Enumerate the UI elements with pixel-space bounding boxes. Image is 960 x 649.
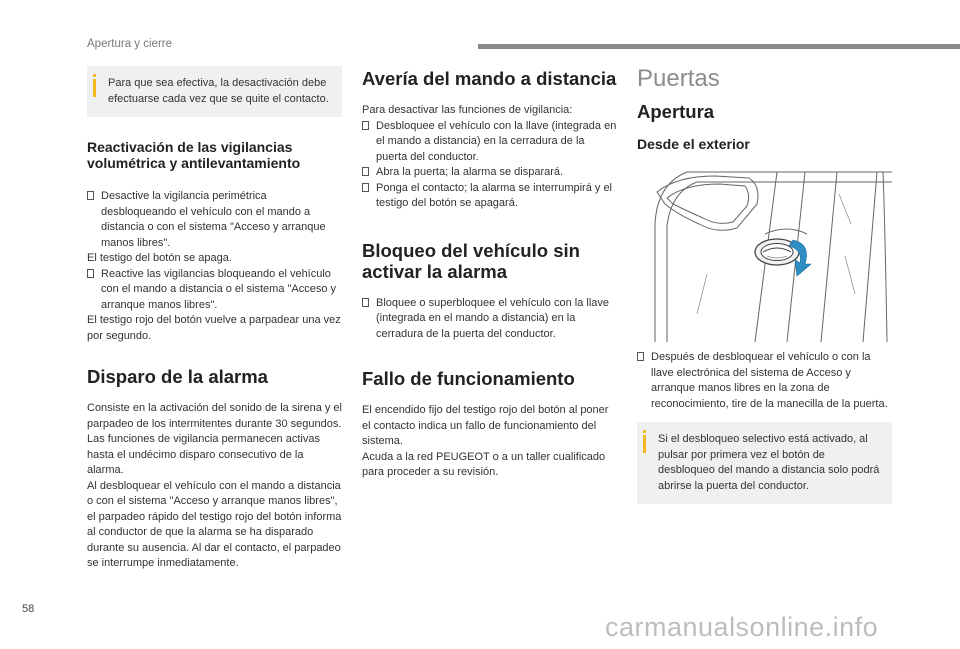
malfunction-title: Fallo de funcionamiento — [362, 368, 575, 389]
checkbox-icon — [87, 191, 94, 200]
page-number: 58 — [22, 603, 35, 615]
checkbox-icon — [637, 352, 644, 361]
checkbox-icon — [362, 298, 369, 307]
checkbox-icon — [362, 121, 369, 130]
bullet-item: Desbloquee el vehículo con la llave (integrada en el mando a distancia) en la cerradura de la puerta del conductor. — [362, 119, 617, 166]
lock-title: Bloqueo del vehículo sin activar la alarma — [362, 239, 580, 282]
header-bar — [478, 44, 960, 49]
info-note — [87, 66, 342, 117]
column-1 — [87, 66, 342, 572]
checkbox-icon — [362, 167, 369, 176]
column-2 — [362, 66, 617, 481]
bullet-item: Ponga el contacto; la alarma se interrumpirá y el testigo del botón se apagará. — [362, 181, 617, 212]
opening-title: Apertura — [637, 101, 715, 122]
car-door-drawing — [637, 164, 892, 342]
body-text: Consiste en la activación del sonido de la sirena y el parpadeo de los intermitentes durante 30 segundos. — [87, 402, 342, 430]
bullet-item: Reactive las vigilancias bloqueando el vehículo con el mando a distancia o el sistema "Acceso y arranque manos libres". — [87, 267, 342, 314]
section-title: Puertas — [637, 65, 720, 92]
bullet-item: Después de desbloquear el vehículo o con la llave electrónica del sistema de Acceso y arranque manos libres en la zona de reconocimiento, tire de la manecilla de la puerta. — [637, 350, 892, 412]
trigger-title: Disparo de la alarma — [87, 366, 268, 387]
outside-title: Desde el exterior — [637, 136, 750, 152]
checkbox-icon — [362, 183, 369, 192]
watermark: carmanualsonline.info — [605, 612, 879, 642]
info-icon — [93, 74, 96, 77]
reactivation-title: Reactivación de las vigilancias volumétrica y antilevantamiento — [87, 139, 301, 171]
header-section-label: Apertura y cierre — [87, 38, 173, 50]
body-text: Acuda a la red PEUGEOT o a un taller cualificado para proceder a su revisión. — [362, 450, 606, 478]
note-text: Si el desbloqueo selectivo está activado, al pulsar por primera vez el botón de desbloqueo del mando a distancia solo podrá abrirse la puerta del conductor. — [658, 433, 880, 492]
checkbox-icon — [87, 269, 94, 278]
column-3 — [637, 66, 892, 504]
info-note — [637, 422, 892, 504]
door-handle-illustration — [637, 164, 892, 342]
body-text: El encendido fijo del testigo rojo del botón al poner el contacto indica un fallo de funcionamiento del sistema. — [362, 404, 609, 447]
body-text: Al desbloquear el vehículo con el mando a distancia o con el sistema "Acceso y arranque manos libres", el parpadeo rápido del testigo rojo del botón informa al conductor de que la alarma se ha disparado durante su ausencia. Al dar el contacto, el parpadeo se interrumpe inmediatamente. — [87, 479, 342, 569]
fault-title: Avería del mando a distancia — [362, 68, 617, 89]
bullet-item: Bloquee o superbloquee el vehículo con la llave (integrada en el mando a distancia) en la cerradura de la puerta del conductor. — [362, 296, 617, 343]
info-icon — [643, 430, 646, 433]
bullet-item: Abra la puerta; la alarma se disparará. — [362, 165, 617, 181]
body-text: El testigo del botón se apaga. — [87, 252, 232, 264]
body-text: Las funciones de vigilancia permanecen activas hasta el undécimo disparo consecutivo de la alarma. — [87, 433, 320, 476]
body-text: Para desactivar las funciones de vigilancia: — [362, 104, 573, 116]
bullet-item: Desactive la vigilancia perimétrica desbloqueando el vehículo con el mando a distancia o con el sistema "Acceso y arranque manos libres". — [87, 189, 342, 251]
note-text: Para que sea efectiva, la desactivación debe efectuarse cada vez que se quite el contacto. — [108, 77, 329, 105]
body-text: El testigo rojo del botón vuelve a parpadear una vez por segundo. — [87, 314, 341, 342]
